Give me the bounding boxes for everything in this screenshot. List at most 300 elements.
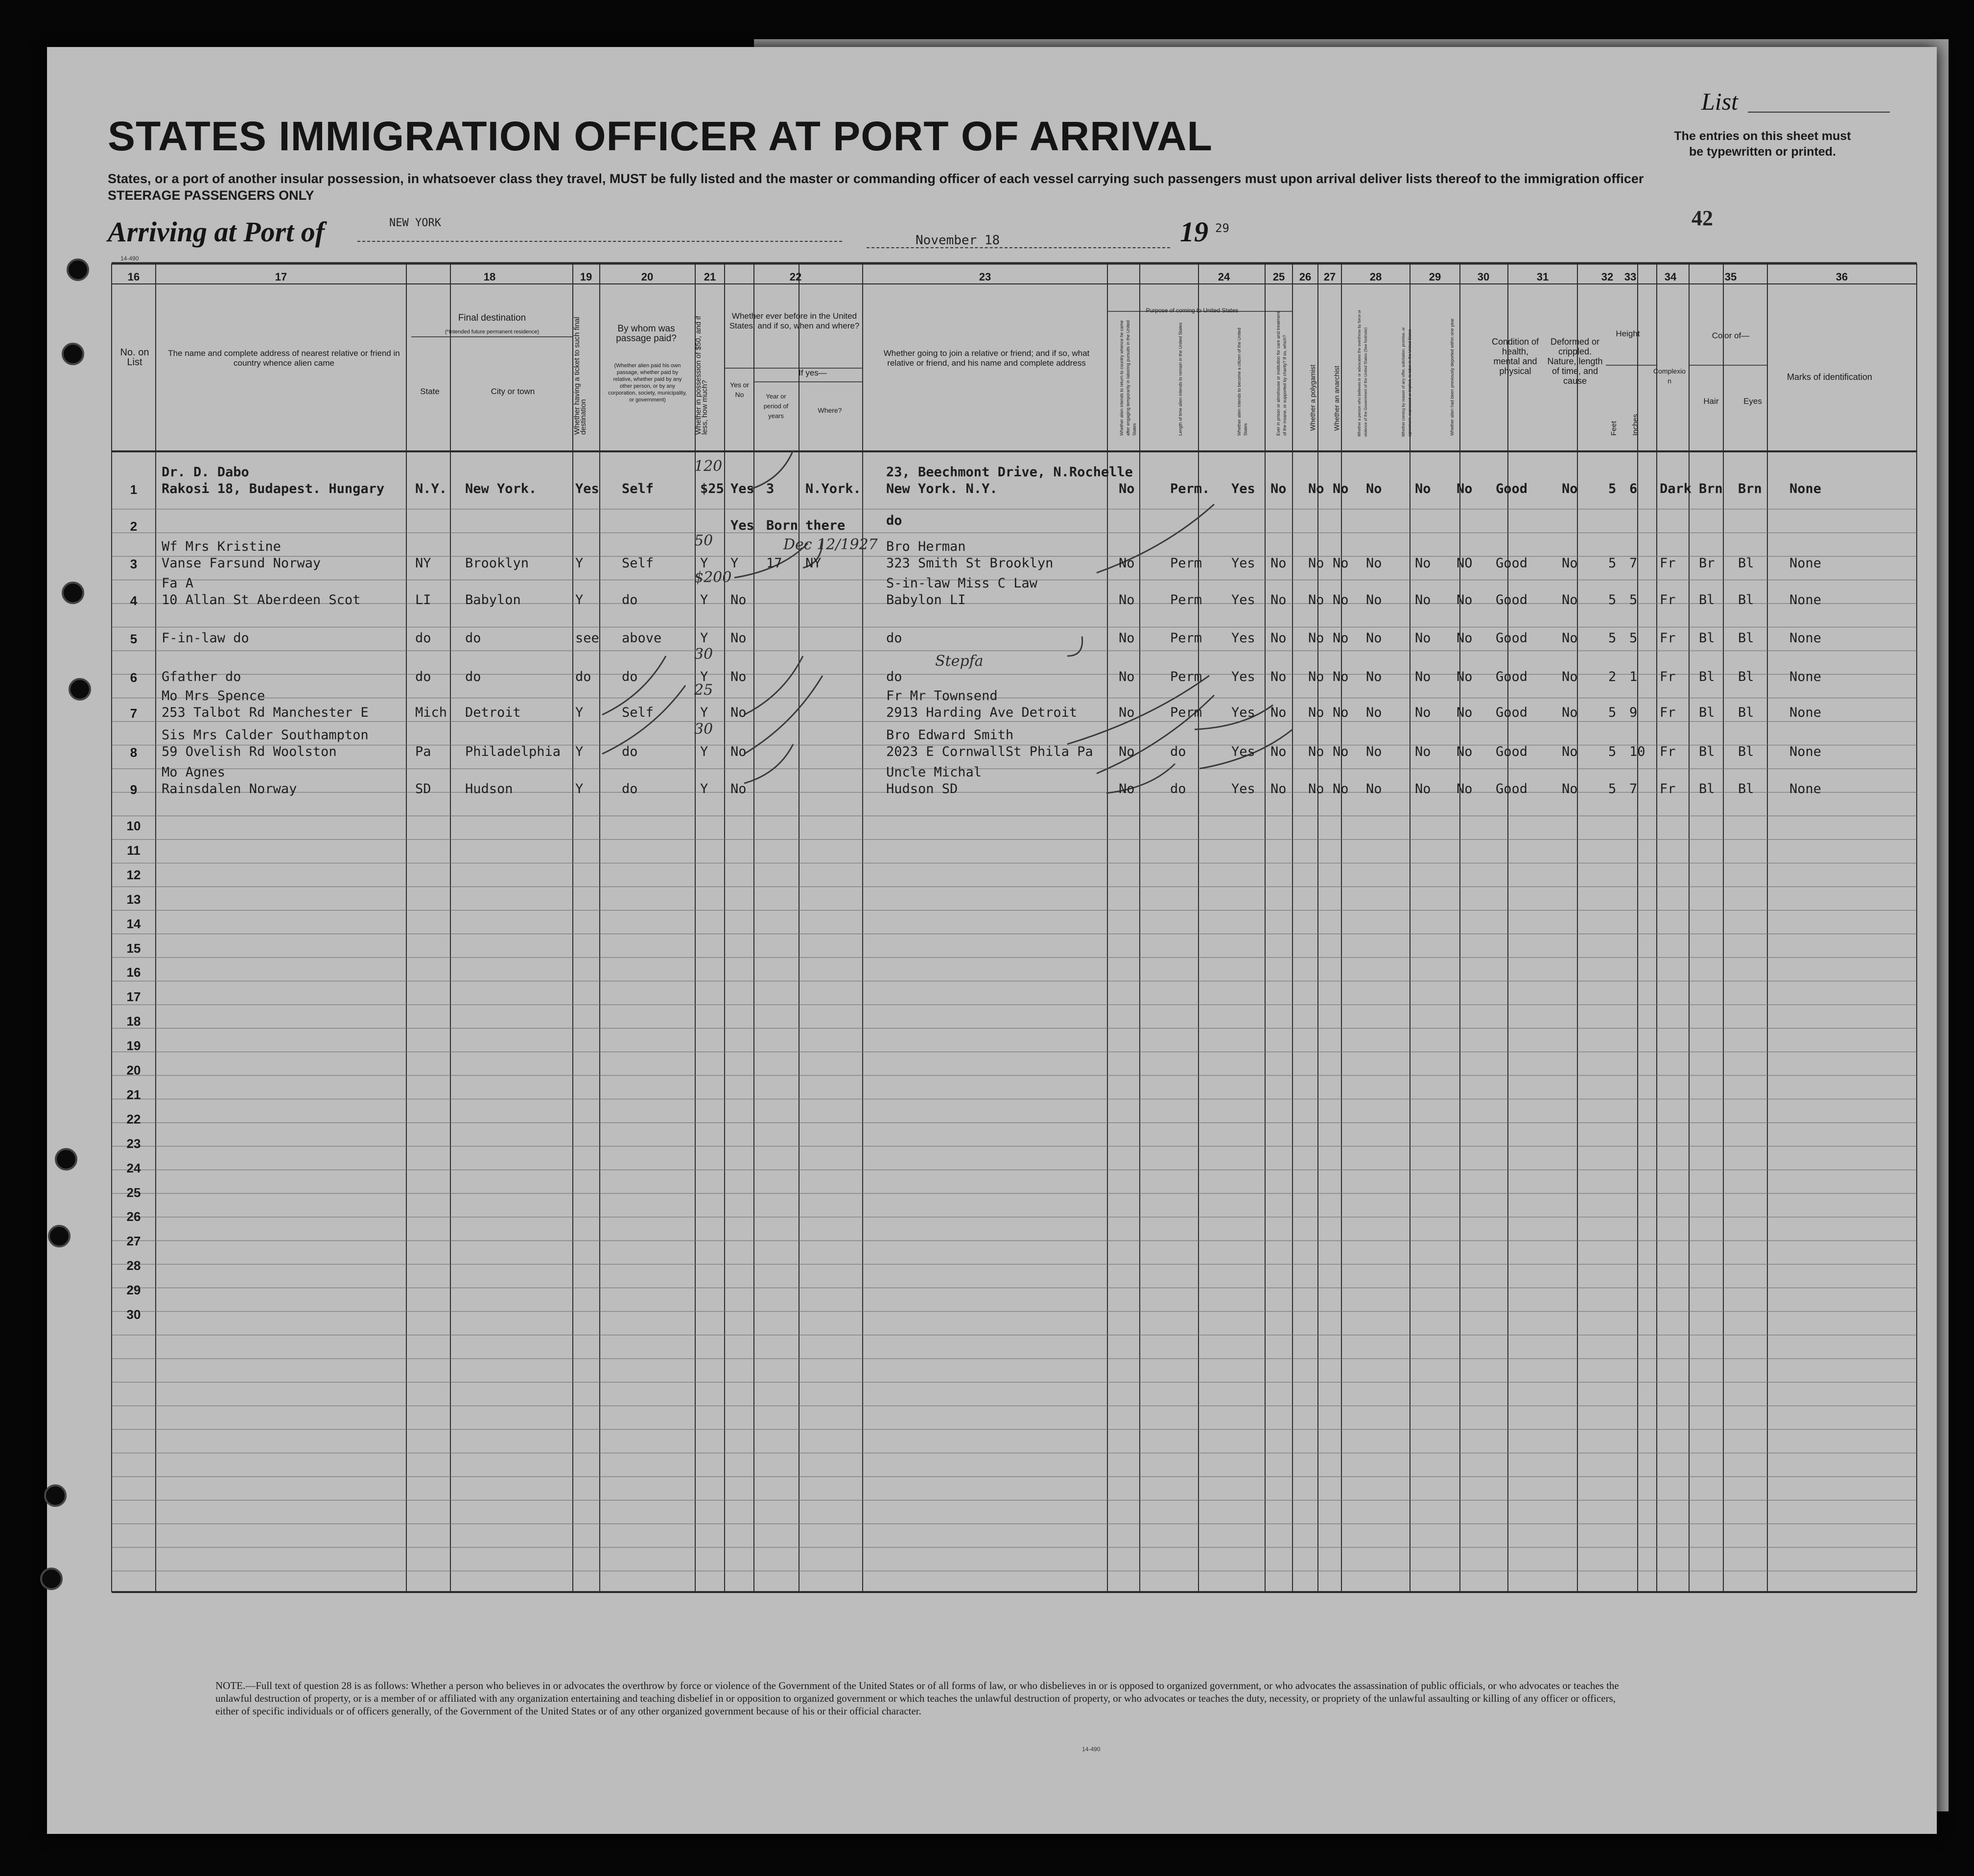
header-ticket: Whether having a ticket to such final destination xyxy=(573,317,588,435)
where-value: N.York. xyxy=(805,481,861,496)
destination-city: Philadelphia xyxy=(465,744,561,759)
sheet-number: 42 xyxy=(1692,206,1713,230)
prison-value: No xyxy=(1270,556,1287,571)
pencil-check-mark xyxy=(1067,636,1082,656)
health-value: Good xyxy=(1496,556,1528,571)
anarchist-value: No xyxy=(1333,556,1349,571)
join-relative-address: New York. N.Y. xyxy=(886,481,998,496)
column-number: 25 xyxy=(1272,271,1285,283)
date-field: November 18 xyxy=(916,233,1000,248)
polygamist-value: No xyxy=(1308,631,1324,646)
polygamist-value: No xyxy=(1308,556,1324,571)
form-number-footer: 14-490 xyxy=(1082,1746,1101,1753)
height-feet: 5 xyxy=(1608,744,1617,759)
money-handwritten: 25 xyxy=(694,681,713,699)
q28-value: No xyxy=(1366,592,1382,608)
pencil-check-mark xyxy=(1106,764,1175,793)
header-steerage: STEERAGE PASSENGERS ONLY xyxy=(108,188,314,203)
intends-citizen: Yes xyxy=(1231,592,1255,608)
column-number: 32 xyxy=(1601,271,1614,283)
relative-address: 59 Ovelish Rd Woolston xyxy=(162,744,337,759)
passage-paid-by: do xyxy=(622,592,638,608)
row-number: 6 xyxy=(130,670,138,685)
ticket-value: Y xyxy=(575,781,584,797)
prison-value: No xyxy=(1270,631,1287,646)
deformed-value: No xyxy=(1562,705,1578,720)
column-number: 22 xyxy=(789,271,802,283)
column-number: 27 xyxy=(1323,271,1336,283)
length-of-stay: Perm xyxy=(1170,705,1202,720)
length-of-stay: Perm xyxy=(1170,631,1202,646)
money-value: Y xyxy=(700,669,708,684)
join-relative-name: Bro Edward Smith xyxy=(886,727,1014,743)
intends-citizen: Yes xyxy=(1231,781,1255,797)
money-value: Y xyxy=(700,631,708,646)
header-by-whom-note: (Whether alien paid his own passage, whether paid by relative, whether paid by any other person, or by any corporation, society, municipality, or government) xyxy=(608,363,687,403)
eye-color: Bl xyxy=(1738,781,1754,797)
ever-before-value: Yes xyxy=(730,481,754,496)
hair-color: Bl xyxy=(1699,705,1715,720)
join-relative-address: Babylon LI xyxy=(886,592,966,608)
height-inches: 5 xyxy=(1629,592,1638,608)
relative-address: Rakosi 18, Budapest. Hungary xyxy=(162,481,385,496)
height-inches: 7 xyxy=(1629,781,1638,797)
row-number: 23 xyxy=(126,1136,141,1151)
hair-color: Bl xyxy=(1699,744,1715,759)
q28-value: No xyxy=(1366,744,1382,759)
passage-paid-by: do xyxy=(622,781,638,797)
height-inches: 9 xyxy=(1629,705,1638,720)
hair-color: Bl xyxy=(1699,631,1715,646)
health-value: Good xyxy=(1496,744,1528,759)
intends-citizen: Yes xyxy=(1231,556,1255,571)
row-number: 19 xyxy=(126,1038,141,1054)
header-marks: Marks of identification xyxy=(1786,372,1873,382)
q30-value: No xyxy=(1457,781,1473,797)
intends-citizen: Yes xyxy=(1231,744,1255,759)
height-inches: 6 xyxy=(1629,481,1638,496)
identification-marks: None xyxy=(1789,631,1822,646)
health-value: Good xyxy=(1496,781,1528,797)
complexion-value: Fr xyxy=(1660,631,1676,646)
join-relative-address: do xyxy=(886,631,902,646)
complexion-value: Fr xyxy=(1660,781,1676,797)
destination-city: do xyxy=(465,669,481,684)
relative-address: F-in-law do xyxy=(162,631,249,646)
footnote-q28: NOTE.—Full text of question 28 is as follows: Whether a person who believes in or advocates the overthrow by force or violence of the Government of the United States or of all forms of law, or who disbelieves in or is opposed to organized government, or who advocates the assassination of public officials, or who advocates or teaches the unlawful destruction of property, or is a member of or affiliated with any organization entertaining and teaching disbelief in or opposition to organized government or which teaches the unlawful destruction of property, or who advocates or teaches the duty, necessity, or propriety of the unlawful assaulting or killing of any officer or officers, either of specific individuals or of officers generally, of the Government of the United States or of any other organized government because of his or their official character. xyxy=(215,1680,1619,1717)
q28-value: No xyxy=(1366,556,1382,571)
header-year-period: Year or period of years xyxy=(763,393,789,420)
relative-name: Fa A xyxy=(162,576,194,591)
deformed-value: No xyxy=(1562,481,1578,496)
header-q29: Whether coming by reason of any offer, solicitation, promise, or agreement, expressed or implied, to labor in the United States xyxy=(1401,327,1412,437)
ever-before-value: No xyxy=(730,669,747,684)
intends-return: No xyxy=(1119,669,1135,684)
header-instructions: States, or a port of another insular possession, in whatsoever class they travel, MUST be fully listed and the master or commanding officer of each vessel carrying such passengers must upon arrival deliver lists thereof to the immigration officer xyxy=(108,171,1644,186)
height-inches: 7 xyxy=(1629,556,1638,571)
prison-value: No xyxy=(1270,592,1287,608)
anarchist-value: No xyxy=(1333,669,1349,684)
q28-value: No xyxy=(1366,705,1382,720)
polygamist-value: No xyxy=(1308,592,1324,608)
row-number: 29 xyxy=(126,1283,141,1298)
intends-citizen: Yes xyxy=(1231,669,1255,684)
intends-citizen: Yes xyxy=(1231,631,1255,646)
ever-before-value: No xyxy=(730,705,747,720)
header-hair: Hair xyxy=(1703,397,1719,406)
height-inches: 5 xyxy=(1629,631,1638,646)
where-value: there xyxy=(805,518,846,533)
header-by-whom: By whom was passage paid? xyxy=(616,324,677,344)
binder-hole xyxy=(44,1484,67,1507)
row-number: 18 xyxy=(126,1014,141,1029)
row-number: 28 xyxy=(126,1258,141,1273)
passage-paid-by: above xyxy=(622,631,662,646)
q30-value: No xyxy=(1457,705,1473,720)
q29-value: No xyxy=(1415,631,1431,646)
destination-state: do xyxy=(415,631,431,646)
relative-address: Vanse Farsund Norway xyxy=(162,556,321,571)
binder-hole xyxy=(62,343,84,365)
complexion-value: Dark xyxy=(1660,481,1692,496)
column-number: 23 xyxy=(979,271,991,283)
anarchist-value: No xyxy=(1333,744,1349,759)
page-title: STATES IMMIGRATION OFFICER AT PORT OF ARRIVAL xyxy=(108,113,1213,159)
row-number: 11 xyxy=(127,843,141,858)
hair-color: Bl xyxy=(1699,781,1715,797)
q29-value: No xyxy=(1415,744,1431,759)
polygamist-value: No xyxy=(1308,705,1324,720)
header-join-relative: Whether going to join a relative or friend; and if so, what relative or friend, and his name and complete address xyxy=(883,349,1090,368)
passage-paid-by: do xyxy=(622,669,638,684)
hair-color: Bl xyxy=(1699,592,1715,608)
eye-color: Bl xyxy=(1738,705,1754,720)
list-line xyxy=(1748,112,1890,113)
intends-return: No xyxy=(1119,631,1135,646)
prison-value: No xyxy=(1270,744,1287,759)
header-money: Whether in possession of $50, and if less, how much? xyxy=(694,316,709,435)
destination-city: Hudson xyxy=(465,781,513,797)
column-number: 18 xyxy=(483,271,496,283)
length-of-stay: Perm xyxy=(1170,556,1202,571)
money-handwritten: $200 xyxy=(694,569,732,586)
length-of-stay: do xyxy=(1170,744,1186,759)
destination-state: Mich xyxy=(415,705,447,720)
destination-state: NY xyxy=(415,556,431,571)
header-feet: Feet xyxy=(1610,421,1618,436)
deformed-value: No xyxy=(1562,744,1578,759)
header-eyes: Eyes xyxy=(1743,397,1762,406)
identification-marks: None xyxy=(1789,481,1822,496)
deformed-value: No xyxy=(1562,556,1578,571)
q28-value: No xyxy=(1366,631,1382,646)
q30-value: NO xyxy=(1457,556,1473,571)
destination-state: SD xyxy=(415,781,431,797)
pencil-check-mark xyxy=(744,656,803,715)
row-number: 8 xyxy=(130,745,138,760)
port-field: NEW YORK xyxy=(389,217,441,229)
q30-value: No xyxy=(1457,631,1473,646)
header-if-yes: If yes— xyxy=(799,368,827,377)
q30-value: No xyxy=(1457,744,1473,759)
deformed-value: No xyxy=(1562,781,1578,797)
height-feet: 2 xyxy=(1608,669,1617,684)
destination-state: N.Y. xyxy=(415,481,447,496)
ticket-value: Y xyxy=(575,705,584,720)
row-number: 20 xyxy=(126,1063,141,1078)
header-q28: Whether a person who believes in or advocates the overthrow by force or violence of the Government of the United States (See footnote) xyxy=(1357,309,1368,437)
before-handwritten: Dec 12/1927 xyxy=(783,536,878,553)
height-feet: 5 xyxy=(1608,631,1617,646)
join-relative-name: do xyxy=(886,513,902,528)
join-relative-name: Uncle Michal xyxy=(886,765,982,780)
prison-value: No xyxy=(1270,669,1287,684)
relative-name: Dr. D. Dabo xyxy=(162,465,249,480)
eye-color: Bl xyxy=(1738,592,1754,608)
intends-return: No xyxy=(1119,481,1135,496)
polygamist-value: No xyxy=(1308,781,1324,797)
row-number: 7 xyxy=(130,706,138,721)
column-number: 28 xyxy=(1369,271,1382,283)
binder-hole xyxy=(67,258,89,281)
deformed-value: No xyxy=(1562,631,1578,646)
anarchist-value: No xyxy=(1333,592,1349,608)
money-handwritten: 30 xyxy=(694,721,713,738)
column-number: 20 xyxy=(641,271,654,283)
pencil-check-mark xyxy=(744,676,822,754)
list-label: List xyxy=(1701,88,1739,115)
intends-return: No xyxy=(1119,744,1135,759)
arriving-label: Arriving at Port of xyxy=(108,216,325,248)
column-number: 21 xyxy=(704,271,716,283)
q28-value: No xyxy=(1366,481,1382,496)
health-value: Good xyxy=(1496,631,1528,646)
header-q30: Whether alien had been previously deported within one year xyxy=(1450,318,1455,436)
row-number: 3 xyxy=(130,557,138,571)
row-number: 4 xyxy=(130,593,138,608)
header-height: Height xyxy=(1616,329,1640,338)
destination-state: do xyxy=(415,669,431,684)
q30-value: No xyxy=(1457,592,1473,608)
relative-address: Gfather do xyxy=(162,669,241,684)
header-health: Condition of health, mental and physical xyxy=(1491,337,1539,376)
header-purpose-citizen: Whether alien intends to become a citizen of the United States xyxy=(1237,328,1248,436)
q30-value: No xyxy=(1457,481,1473,496)
typewritten-notice: The entries on this sheet must be typewritten or printed. xyxy=(1674,129,1851,159)
row-number: 9 xyxy=(130,782,138,797)
money-handwritten: 120 xyxy=(694,458,723,475)
identification-marks: None xyxy=(1789,556,1822,571)
header-color-of: Color of— xyxy=(1712,331,1750,340)
column-number: 30 xyxy=(1477,271,1490,283)
header-purpose-length: Length of time alien intends to remain in the United States xyxy=(1178,322,1183,436)
q29-value: No xyxy=(1415,481,1431,496)
binder-hole xyxy=(55,1148,77,1171)
join-relative-name: 23, Beechmont Drive, N.Rochelle xyxy=(886,465,1133,480)
destination-city: Brooklyn xyxy=(465,556,529,571)
ever-before-value: Y xyxy=(730,556,739,571)
row-number: 10 xyxy=(126,819,141,833)
header-purpose-return: Whether alien intends to return to country whence he came after engaging temporarily in laboring pursuits in the United States xyxy=(1119,320,1137,436)
deformed-value: No xyxy=(1562,592,1578,608)
years-value: 17 xyxy=(766,556,782,571)
relative-name: Mo Agnes xyxy=(162,765,226,780)
identification-marks: None xyxy=(1789,592,1822,608)
destination-state: LI xyxy=(415,592,431,608)
polygamist-value: No xyxy=(1308,481,1324,496)
identification-marks: None xyxy=(1789,705,1822,720)
header-final-destination-note: (*Intended future permanent residence) xyxy=(445,329,539,335)
complexion-value: Fr xyxy=(1660,592,1676,608)
q29-value: No xyxy=(1415,592,1431,608)
column-number: 29 xyxy=(1429,271,1441,283)
height-feet: 5 xyxy=(1608,481,1617,496)
money-handwritten: 30 xyxy=(694,646,713,663)
prison-value: No xyxy=(1270,705,1287,720)
ever-before-value: Yes xyxy=(730,518,754,533)
row-number: 21 xyxy=(126,1087,141,1102)
length-of-stay: Perm xyxy=(1170,592,1202,608)
row-number: 27 xyxy=(126,1234,141,1249)
row-number: 15 xyxy=(126,940,141,956)
height-inches: 1 xyxy=(1629,669,1638,684)
intends-return: No xyxy=(1119,592,1135,608)
column-number: 36 xyxy=(1835,271,1848,283)
join-handwritten: Stepfa xyxy=(935,653,984,670)
binder-hole xyxy=(40,1568,63,1590)
eye-color: Bl xyxy=(1738,744,1754,759)
money-value: Y xyxy=(700,556,708,571)
height-inches: 10 xyxy=(1629,744,1645,759)
join-relative-address: 2023 E CornwallSt Phila Pa xyxy=(886,744,1093,759)
column-number: 35 xyxy=(1724,271,1737,283)
form-number: 14-490 xyxy=(120,255,139,262)
row-number: 26 xyxy=(126,1209,141,1224)
money-value: Y xyxy=(700,705,708,720)
polygamist-value: No xyxy=(1308,744,1324,759)
identification-marks: None xyxy=(1789,744,1822,759)
years-value: 3 xyxy=(766,481,775,496)
health-value: Good xyxy=(1496,592,1528,608)
money-handwritten: 50 xyxy=(694,532,713,549)
binder-hole xyxy=(69,678,91,701)
passage-paid-by: Self xyxy=(622,556,654,571)
identification-marks: None xyxy=(1789,781,1822,797)
years-value: Born xyxy=(766,518,799,533)
binder-hole xyxy=(62,582,84,604)
column-number: 17 xyxy=(275,271,287,283)
row-number: 22 xyxy=(126,1111,141,1126)
relative-address: 10 Allan St Aberdeen Scot xyxy=(162,592,361,608)
passage-paid-by: Self xyxy=(622,481,654,496)
money-value: Y xyxy=(700,781,708,797)
ticket-value: Y xyxy=(575,556,584,571)
height-feet: 5 xyxy=(1608,705,1617,720)
column-number: 19 xyxy=(580,271,592,283)
money-value: $25 xyxy=(700,481,724,496)
ticket-value: Y xyxy=(575,744,584,759)
header-polygamist: Whether a polygamist xyxy=(1309,364,1316,431)
money-value: Y xyxy=(700,744,708,759)
length-of-stay: Perm xyxy=(1170,669,1202,684)
ticket-value: do xyxy=(575,669,591,684)
header-purpose: Purpose of coming to United States xyxy=(1146,307,1239,314)
column-number: 24 xyxy=(1218,271,1230,283)
destination-state: Pa xyxy=(415,744,431,759)
deformed-value: No xyxy=(1562,669,1578,684)
column-number: 34 xyxy=(1664,271,1677,283)
header-prison: Ever in prison or almshouse or institution for care and treatment of the insane, or supported by charity? If so, which? xyxy=(1276,311,1287,436)
intends-return: No xyxy=(1119,705,1135,720)
header-final-destination: Final destination xyxy=(458,313,526,323)
join-relative-address: Hudson SD xyxy=(886,781,958,797)
join-relative-name: S-in-law Miss C Law xyxy=(886,576,1037,591)
header-yes-no: Yes or No xyxy=(729,381,750,399)
intends-return: No xyxy=(1119,781,1135,797)
passage-paid-by: Self xyxy=(622,705,654,720)
ever-before-value: No xyxy=(730,592,747,608)
header-no-on-list: No. on List xyxy=(120,347,149,368)
destination-city: do xyxy=(465,631,481,646)
ever-before-value: No xyxy=(730,744,747,759)
row-number: 14 xyxy=(126,916,141,931)
row-number: 30 xyxy=(126,1307,141,1322)
relative-address: 253 Talbot Rd Manchester E xyxy=(162,705,369,720)
anarchist-value: No xyxy=(1333,781,1349,797)
join-relative-address: do xyxy=(886,669,902,684)
health-value: Good xyxy=(1496,669,1528,684)
row-number: 25 xyxy=(126,1185,141,1200)
anarchist-value: No xyxy=(1333,481,1349,496)
hair-color: Brn xyxy=(1699,481,1723,496)
relative-name: Mo Mrs Spence xyxy=(162,688,265,704)
port-line xyxy=(357,241,842,242)
q29-value: No xyxy=(1415,781,1431,797)
header-city: City or town xyxy=(491,387,535,396)
polygamist-value: No xyxy=(1308,669,1324,684)
q29-value: No xyxy=(1415,669,1431,684)
date-line xyxy=(867,247,1170,248)
hair-color: Bl xyxy=(1699,669,1715,684)
year-suffix: 29 xyxy=(1215,221,1229,235)
header-state: State xyxy=(420,387,440,396)
destination-city: New York. xyxy=(465,481,537,496)
ever-before-value: No xyxy=(730,631,747,646)
eye-color: Bl xyxy=(1738,631,1754,646)
row-number: 13 xyxy=(126,891,141,907)
identification-marks: None xyxy=(1789,669,1822,684)
destination-city: Babylon xyxy=(465,592,521,608)
intends-return: No xyxy=(1119,556,1135,571)
q29-value: No xyxy=(1415,705,1431,720)
ticket-value: Y xyxy=(575,592,584,608)
relative-address: Rainsdalen Norway xyxy=(162,781,297,797)
join-relative-address: 2913 Harding Ave Detroit xyxy=(886,705,1078,720)
intends-citizen: Yes xyxy=(1231,705,1255,720)
health-value: Good xyxy=(1496,705,1528,720)
passage-paid-by: do xyxy=(622,744,638,759)
row-number: 17 xyxy=(126,989,141,1005)
header-deformed: Deformed or crippled. Nature, length of time, and cause xyxy=(1547,337,1603,386)
row-number: 1 xyxy=(130,482,138,497)
row-number: 5 xyxy=(130,632,138,646)
join-relative-name: Bro Herman xyxy=(886,539,966,554)
anarchist-value: No xyxy=(1333,705,1349,720)
column-number: 31 xyxy=(1536,271,1549,283)
prison-value: No xyxy=(1270,781,1287,797)
join-relative-name: Fr Mr Townsend xyxy=(886,688,998,704)
ticket-value: Yes xyxy=(575,481,599,496)
